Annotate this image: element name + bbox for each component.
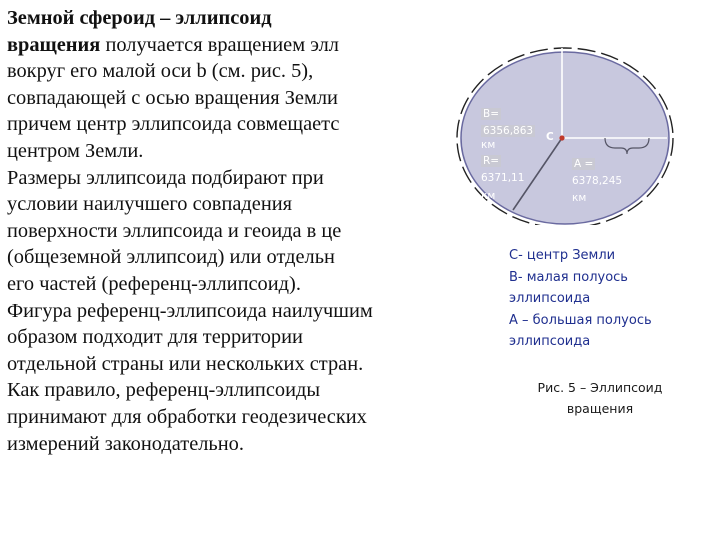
text-line: Фигура референц-эллипсоида наилучшим (7, 299, 373, 322)
text-line: причем центр эллипсоида совмещаетс (7, 113, 340, 136)
text-line: поверхности эллипсоида и геоида в це (7, 219, 342, 242)
text-line: его частей (референц-эллипсоид). (7, 272, 301, 295)
caption-line: Рис. 5 – Эллипсоид (537, 380, 663, 395)
text-line: условии наилучшего совпадения (7, 193, 293, 216)
ellipsoid-figure (455, 40, 675, 225)
a-value: 6378,245 (572, 175, 623, 187)
figure-caption (510, 377, 690, 419)
center-label: C (546, 131, 554, 143)
text-line: центром Земли. (7, 139, 144, 162)
body-text (7, 5, 432, 457)
a-unit: км (572, 192, 587, 204)
text-line: совпадающей с осью вращения Земли (7, 86, 338, 109)
text-line: вокруг его малой оси b (см. рис. 5), (7, 60, 314, 83)
r-unit: км (481, 190, 496, 202)
legend-item: эллипсоида (509, 291, 591, 306)
r-label: R= (483, 155, 500, 167)
text-line: вращения получается вращением элл (7, 33, 339, 56)
text-line: Размеры эллипсоида подбирают при (7, 166, 324, 189)
text-line: измерений законодательно. (7, 432, 244, 455)
text-line: Как правило, референц-эллипсоиды (7, 379, 321, 402)
legend-item: В- малая полуось (509, 269, 628, 285)
text-line: Земной сфероид – эллипсоид (7, 7, 272, 29)
b-value: 6356,863 (483, 125, 534, 137)
text-line: отдельной страны или нескольких стран. (7, 352, 364, 375)
b-label: B= (483, 108, 500, 120)
legend (509, 245, 709, 353)
legend-item: С- центр Земли (509, 248, 616, 263)
center-dot (559, 135, 564, 140)
legend-item: А – большая полуось (509, 312, 652, 328)
b-unit: км (481, 139, 496, 151)
text-line: (общеземной эллипсоид) или отдельн (7, 246, 335, 269)
r-value: 6371,11 (481, 172, 525, 184)
text-line: образом подходит для территории (7, 326, 303, 349)
a-label: A = (574, 158, 594, 170)
text-line: принимают для обработки геодезических (7, 405, 367, 428)
legend-item: эллипсоида (509, 334, 591, 349)
caption-line: вращения (566, 401, 634, 416)
